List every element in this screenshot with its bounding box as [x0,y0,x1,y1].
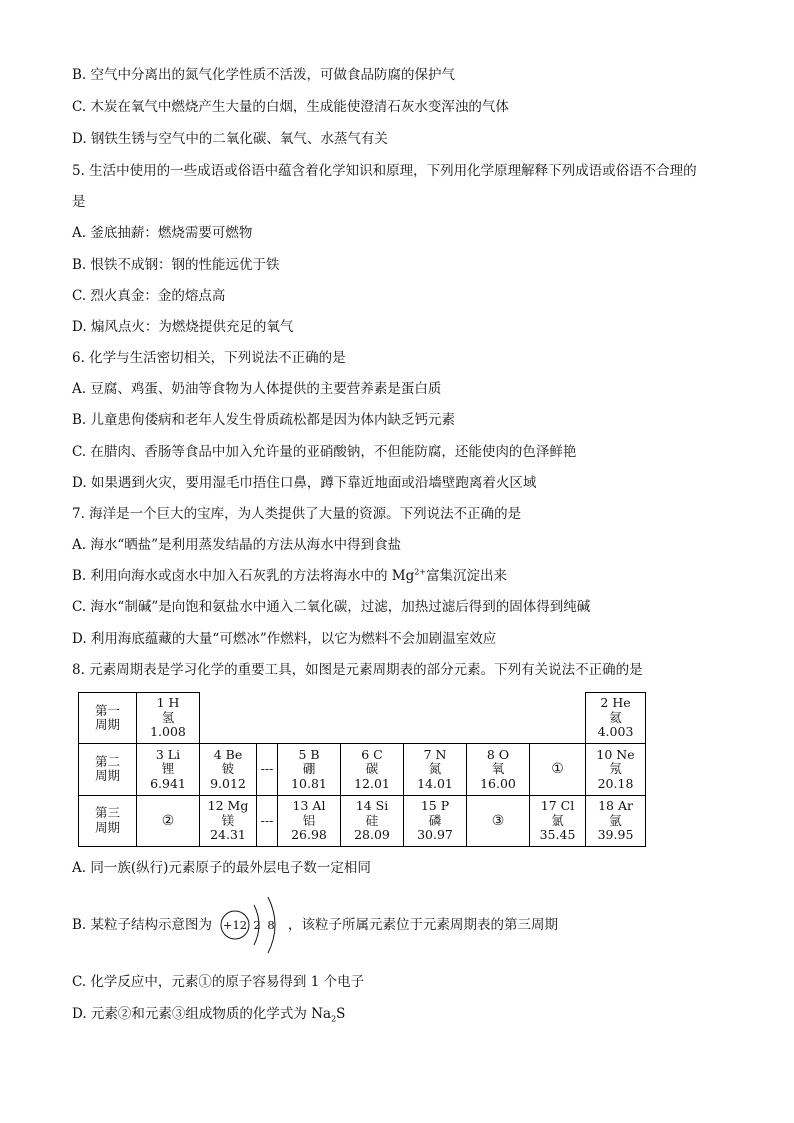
element-cell-be: 4 Be 铍 9.012 [200,744,257,795]
q4-option-d: D. 钢铁生锈与空气中的二氧化碳、氧气、水蒸气有关 [72,131,388,147]
q8-option-b-post: ，该粒子所属元素位于元素周期表的第三周期 [288,917,558,933]
element-cell-cl: 17 Cl 氯 35.45 [530,795,586,846]
period-2-label: 第二 周期 [79,744,137,795]
q8-option-b-pre: B. 某粒子结构示意图为 [72,917,213,933]
q6-option-c: C. 在腊肉、香肠等食品中加入允许量的亚硝酸钠，不但能防腐，还能使肉的色泽鲜艳 [72,444,577,460]
period-1-label: 第一 周期 [79,693,137,744]
element-cell-h: 1 H 氢 1.008 [137,693,200,744]
element-cell-o: 8 O 氧 16.00 [467,744,530,795]
q7-option-d: D. 利用海底蕴藏的大量“可燃冰”作燃料，以它为燃料不会加剧温室效应 [72,631,497,647]
q7-option-a: A. 海水“晒盐”是利用蒸发结晶的方法从海水中得到食盐 [72,537,402,553]
element-cell-unknown-2: ② [137,795,200,846]
q6-stem: 6. 化学与生活密切相关，下列说法不正确的是 [72,350,346,366]
group-gap-dash: --- [257,744,278,795]
shell-1-count: 2 [253,918,261,932]
element-cell-al: 13 Al 铝 26.98 [278,795,341,846]
q8-option-c: C. 化学反应中，元素①的原子容易得到 1 个电子 [72,974,365,990]
element-cell-mg: 12 Mg 镁 24.31 [200,795,257,846]
element-cell-b: 5 B 硼 10.81 [278,744,341,795]
atom-structure-diagram [218,893,288,957]
q8-option-a: A. 同一族(纵行)元素原子的最外层电子数一定相同 [72,860,371,876]
q6-option-d: D. 如果遇到火灾，要用湿毛巾捂住口鼻，蹲下靠近地面或沿墙壁跑离着火区域 [72,475,537,491]
q4-option-c: C. 木炭在氧气中燃烧产生大量的白烟，生成能使澄清石灰水变浑浊的气体 [72,99,509,115]
group-gap-dash: --- [257,795,278,846]
element-cell-ne: 10 Ne 氖 20.18 [586,744,646,795]
element-cell-ar: 18 Ar 氩 39.95 [586,795,646,846]
element-cell-c: 6 C 碳 12.01 [341,744,404,795]
shell-2-count: 8 [267,918,275,932]
q5-option-a: A. 釜底抽薪：燃烧需要可燃物 [72,225,253,241]
q5-option-d: D. 煽风点火：为燃烧提供充足的氧气 [72,319,294,335]
nucleus-charge: +12 [222,918,248,932]
q7-option-b: B. 利用向海水或卤水中加入石灰乳的方法将海水中的 $Mg^{2+}$富集沉淀出来 [72,567,508,584]
element-cell-unknown-3: ③ [467,795,530,846]
element-cell-li: 3 Li 锂 6.941 [137,744,200,795]
q6-option-b: B. 儿童患佝偻病和老年人发生骨质疏松都是因为体内缺乏钙元素 [72,412,456,428]
q7-option-c: C. 海水“制碱”是向饱和氨盐水中通入二氧化碳，过滤，加热过滤后得到的固体得到纯碱 [72,599,591,615]
q5-option-b: B. 恨铁不成钢：钢的性能远优于铁 [72,257,280,273]
element-cell-n: 7 N 氮 14.01 [404,744,467,795]
q4-option-b: B. 空气中分离出的氮气化学性质不活泼，可做食品防腐的保护气 [72,67,456,83]
q5-stem: 5. 生活中使用的一些成语或俗语中蕴含着化学知识和原理，下列用化学原理解释下列成语或俗语不合理的 [72,163,697,179]
element-cell-he: 2 He 氦 4.003 [586,693,646,744]
mg-charge: 2+ [414,567,427,577]
q7-stem: 7. 海洋是一个巨大的宝库，为人类提供了大量的资源。下列说法不正确的是 [72,506,522,522]
element-cell-si: 14 Si 硅 28.09 [341,795,404,846]
q5-stem-cont: 是 [72,194,86,210]
element-cell-unknown-1: ① [530,744,586,795]
q8-stem: 8. 元素周期表是学习化学的重要工具，如图是元素周期表的部分元素。下列有关说法不正确的是 [72,662,643,678]
element-cell-p: 15 P 磷 30.97 [404,795,467,846]
periodic-table [78,692,646,847]
period-3-label: 第三 周期 [79,795,137,846]
q6-option-a: A. 豆腐、鸡蛋、奶油等食物为人体提供的主要营养素是蛋白质 [72,381,442,397]
q8-option-d: D. 元素②和元素③组成物质的化学式为 $Na_2S$ [72,1006,346,1024]
na-subscript: 2 [331,1014,337,1024]
q5-option-c: C. 烈火真金：金的熔点高 [72,288,226,304]
